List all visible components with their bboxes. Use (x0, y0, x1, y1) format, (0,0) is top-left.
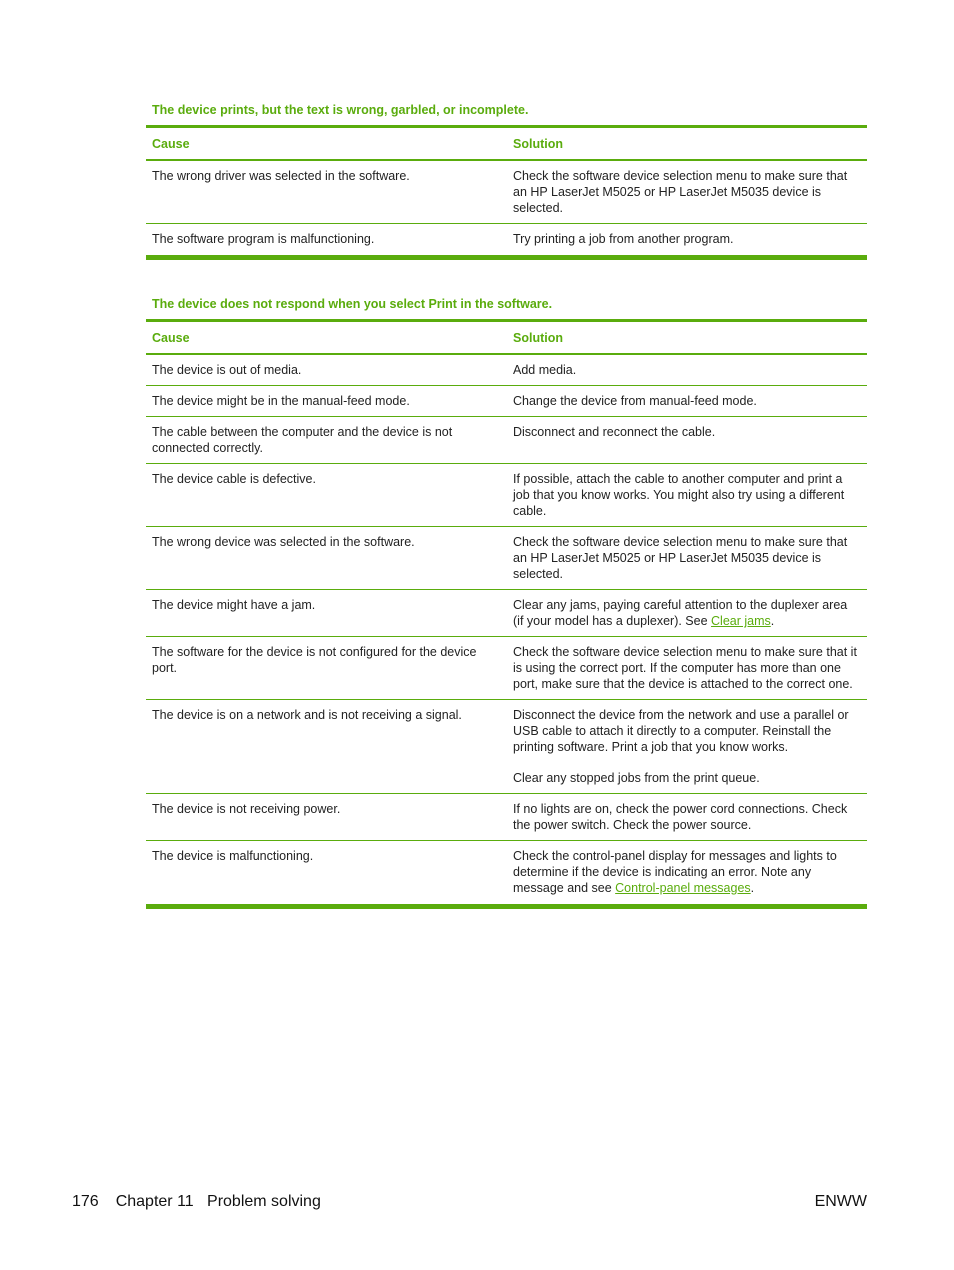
solution-text: Check the control-panel display for messages and lights to determine if the device is indicating an error. Note any message and see (513, 849, 837, 895)
table-row (146, 386, 867, 417)
table-header-row (146, 127, 867, 161)
table-header-row (146, 321, 867, 355)
cause-header: Cause (152, 137, 190, 151)
cause-cell: The device is malfunctioning. (146, 841, 507, 907)
cause-cell: The device might be in the manual-feed mode. (146, 386, 507, 417)
cause-cell: The device is not receiving power. (146, 794, 507, 841)
table-row (146, 700, 867, 794)
cause-cell: The device is on a network and is not receiving a signal. (146, 700, 507, 794)
solution-cell: Change the device from manual-feed mode. (507, 386, 867, 417)
solution-cell: Check the software device selection menu to make sure that it is using the correct port. If the computer has more than one port, make sure that the device is attached to the correct one. (507, 637, 867, 700)
solution-text-second: Clear any stopped jobs from the print queue. (513, 771, 760, 785)
table-row (146, 354, 867, 386)
cause-cell: The software program is malfunctioning. (146, 224, 507, 258)
table-row (146, 224, 867, 258)
section-garbled-text (146, 102, 867, 260)
table-row (146, 637, 867, 700)
cause-cell: The software for the device is not configured for the device port. (146, 637, 507, 700)
table-row (146, 527, 867, 590)
solution-text-end: . (770, 614, 775, 628)
section-title: The device does not respond when you select Print in the software. (152, 297, 553, 311)
table-row (146, 841, 867, 907)
solution-text: Disconnect the device from the network and use a parallel or USB cable to attach it directly to a computer. Reinstall the printing software. Print a job that you know works. (513, 708, 849, 754)
solution-cell: Check the software device selection menu to make sure that an HP LaserJet M5025 or HP LaserJet M5035 device is selected. (507, 160, 867, 224)
solution-cell: If possible, attach the cable to another computer and print a job that you know works. You might also try using a different cable. (507, 464, 867, 527)
cause-cell: The device is out of media. (146, 354, 507, 386)
table-row (146, 417, 867, 464)
solution-cell: Add media. (507, 354, 867, 386)
section-title: The device prints, but the text is wrong, garbled, or incomplete. (152, 103, 529, 117)
solution-header: Solution (513, 137, 563, 151)
solution-text-end: . (750, 881, 755, 895)
cause-cell: The device might have a jam. (146, 590, 507, 637)
cause-cell: The cable between the computer and the device is not connected correctly. (146, 417, 507, 464)
table-row (146, 464, 867, 527)
chapter-title: Chapter 11 Problem solving (115, 1193, 321, 1210)
table-row (146, 794, 867, 841)
cause-solution-table (146, 125, 867, 260)
table-row (146, 160, 867, 224)
solution-header: Solution (513, 331, 563, 345)
solution-cell (507, 590, 867, 637)
solution-text: Clear any jams, paying careful attention to the duplexer area (if your model has a duplexer). See (513, 598, 848, 628)
document-code: ENWW (814, 1193, 867, 1210)
solution-cell: Try printing a job from another program. (507, 224, 867, 258)
page-number: 176 (72, 1193, 99, 1210)
solution-cell (507, 841, 867, 907)
solution-cell: Disconnect and reconnect the cable. (507, 417, 867, 464)
cause-header: Cause (152, 331, 190, 345)
cause-solution-table (146, 319, 867, 909)
control-panel-messages-link[interactable]: Control-panel messages (615, 881, 751, 895)
cause-cell: The wrong device was selected in the software. (146, 527, 507, 590)
solution-cell (507, 700, 867, 794)
page-footer (72, 1192, 867, 1212)
cause-cell: The device cable is defective. (146, 464, 507, 527)
section-no-response (146, 296, 867, 909)
solution-cell: If no lights are on, check the power cord connections. Check the power switch. Check the power source. (507, 794, 867, 841)
clear-jams-link[interactable]: Clear jams (711, 614, 771, 628)
solution-cell: Check the software device selection menu to make sure that an HP LaserJet M5025 or HP LaserJet M5035 device is selected. (507, 527, 867, 590)
table-row (146, 590, 867, 637)
cause-cell: The wrong driver was selected in the software. (146, 160, 507, 224)
